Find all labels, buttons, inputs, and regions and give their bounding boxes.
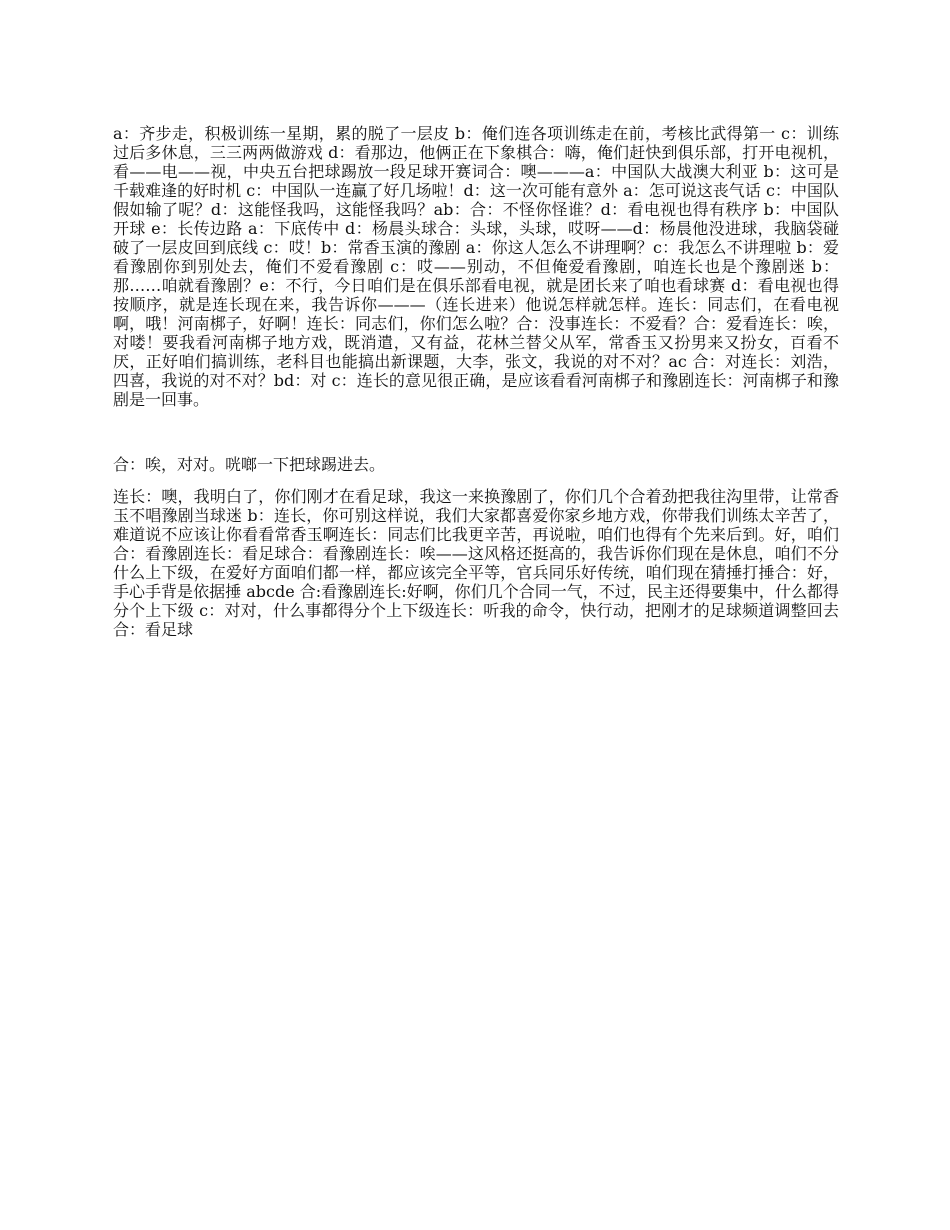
document-page	[113, 124, 839, 639]
paragraph-dialogue-1: a：齐步走，积极训练一星期，累的脱了一层皮 b：俺们连各项训练走在前，考核比武得第一 c：训练过后多休息，三三两两做游戏 d：看那边，他俩正在下象棋合：嗨，俺们赶快到俱乐部，打开电视机，看——电——视，中央五台把球踢放一段足球开赛词合：噢———a：中国队大战澳大利亚 b：这可是千载难逢的好时机 c：中国队一连赢了好几场啦！d：这一次可能有意外 a：怎可说这丧气话 c：中国队假如输了呢？d：这能怪我吗，这能怪我吗？ab：合：不怪你怪谁？d：看电视也得有秩序 b：中国队开球 e：长传边路 a：下底传中 d：杨晨头球合：头球，头球，哎呀——d：杨晨他没进球，我脑袋碰破了一层皮回到底线 c：哎！b：常香玉演的豫剧 a：你这人怎么不讲理啊？c：我怎么不讲理啦 b：爱看豫剧你到别处去，俺们不爱看豫剧 c：哎——别动，不但俺爱看豫剧，咱连长也是个豫剧迷 b：那……咱就看豫剧？e：不行，今日咱们是在俱乐部看电视，就是团长来了咱也看球赛 d：看电视也得按顺序，就是连长现在来，我告诉你———（连长进来）他说怎样就怎样。连长：同志们，在看电视啊，哦！河南梆子，好啊！连长：同志们，你们怎么啦？合：没事连长：不爱看？合：爱看连长：唉，对喽！要我看河南梆子地方戏，既消遣，又有益，花林兰替父从军，常香玉又扮男来又扮女，百看不厌，正好咱们搞训练，老科目也能搞出新课题，大李，张文，我说的对不对？ac 合：对连长：刘浩，四喜，我说的对不对？bd：对 c：连长的意见很正确，是应该看看河南梆子和豫剧连长：河南梆子和豫剧是一回事。	[113, 124, 839, 409]
paragraph-dialogue-3: 连长：噢，我明白了，你们刚才在看足球，我这一来换豫剧了，你们几个合着劲把我往沟里带，让常香玉不唱豫剧当球迷 b：连长，你可别这样说，我们大家都喜爱你家乡地方戏，你带我们训练太辛苦了，难道说不应该让你看看常香玉啊连长：同志们比我更辛苦，再说啦，咱们也得有个先来后到。好，咱们合：看豫剧连长：看足球合：看豫剧连长：唉——这风格还挺高的，我告诉你们现在是休息，咱们不分什么上下级，在爱好方面咱们都一样，都应该完全平等，官兵同乐好传统，咱们现在猜捶打捶合：好，手心手背是依据捶 abcde 合:看豫剧连长:好啊，你们几个合同一气，不过，民主还得要集中，什么都得分个上下级 c：对对，什么事都得分个上下级连长：听我的命令，快行动，把刚才的足球频道调整回去合：看足球	[113, 487, 839, 639]
paragraph-dialogue-2: 合：唉，对对。咣啷一下把球踢进去。	[113, 455, 386, 474]
